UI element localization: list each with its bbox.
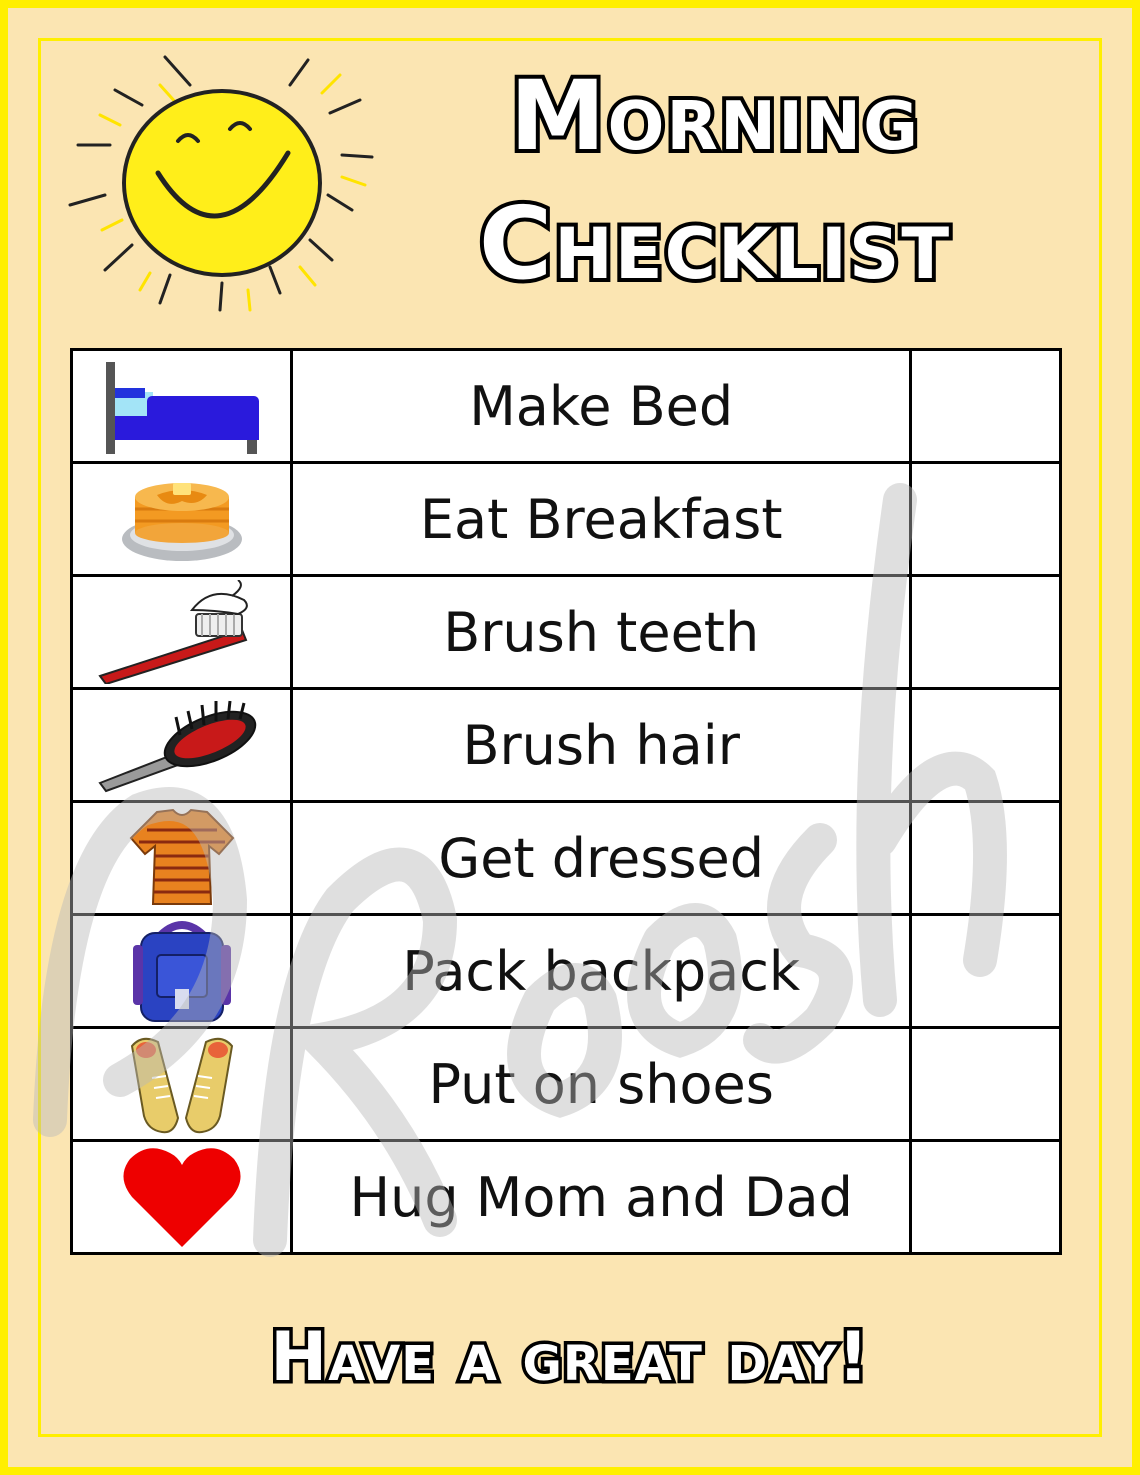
task-label: Eat Breakfast [292, 463, 911, 576]
check-box[interactable] [911, 350, 1061, 463]
checklist-table [70, 348, 1062, 1255]
task-label: Put on shoes [292, 1028, 911, 1141]
check-box[interactable] [911, 802, 1061, 915]
check-box[interactable] [911, 576, 1061, 689]
row-icon-cell [72, 350, 292, 463]
page-title [390, 60, 1040, 302]
row-icon-cell [72, 689, 292, 802]
table-row [72, 915, 1061, 1028]
task-label: Make Bed [292, 350, 911, 463]
task-label: Get dressed [292, 802, 911, 915]
check-box[interactable] [911, 689, 1061, 802]
row-icon-cell [72, 915, 292, 1028]
footer-message: Have a great day! [270, 1318, 870, 1397]
toothbrush-icon [92, 580, 272, 684]
shirt-icon [127, 808, 237, 908]
table-row [72, 350, 1061, 463]
task-label: Brush teeth [292, 576, 911, 689]
row-icon-cell [72, 802, 292, 915]
table-row [72, 576, 1061, 689]
title-line-1: Morning [509, 60, 921, 172]
check-box[interactable] [911, 1141, 1061, 1254]
task-label: Pack backpack [292, 915, 911, 1028]
check-box[interactable] [911, 463, 1061, 576]
check-box[interactable] [911, 1028, 1061, 1141]
row-icon-cell [72, 463, 292, 576]
task-label: Hug Mom and Dad [292, 1141, 911, 1254]
bed-icon [92, 356, 272, 456]
table-row [72, 689, 1061, 802]
heart-icon [122, 1143, 242, 1251]
backpack-icon [127, 919, 237, 1023]
table-row [72, 463, 1061, 576]
row-icon-cell [72, 1028, 292, 1141]
row-icon-cell [72, 576, 292, 689]
check-box[interactable] [911, 915, 1061, 1028]
shoes-icon [122, 1032, 242, 1136]
hairbrush-icon [92, 695, 272, 795]
row-icon-cell [72, 1141, 292, 1254]
table-row [72, 1028, 1061, 1141]
title-line-2: Checklist [478, 185, 952, 302]
table-row [72, 1141, 1061, 1254]
table-row [72, 802, 1061, 915]
task-label: Brush hair [292, 689, 911, 802]
pancakes-icon [117, 469, 247, 569]
smiling-sun-icon [60, 45, 390, 315]
